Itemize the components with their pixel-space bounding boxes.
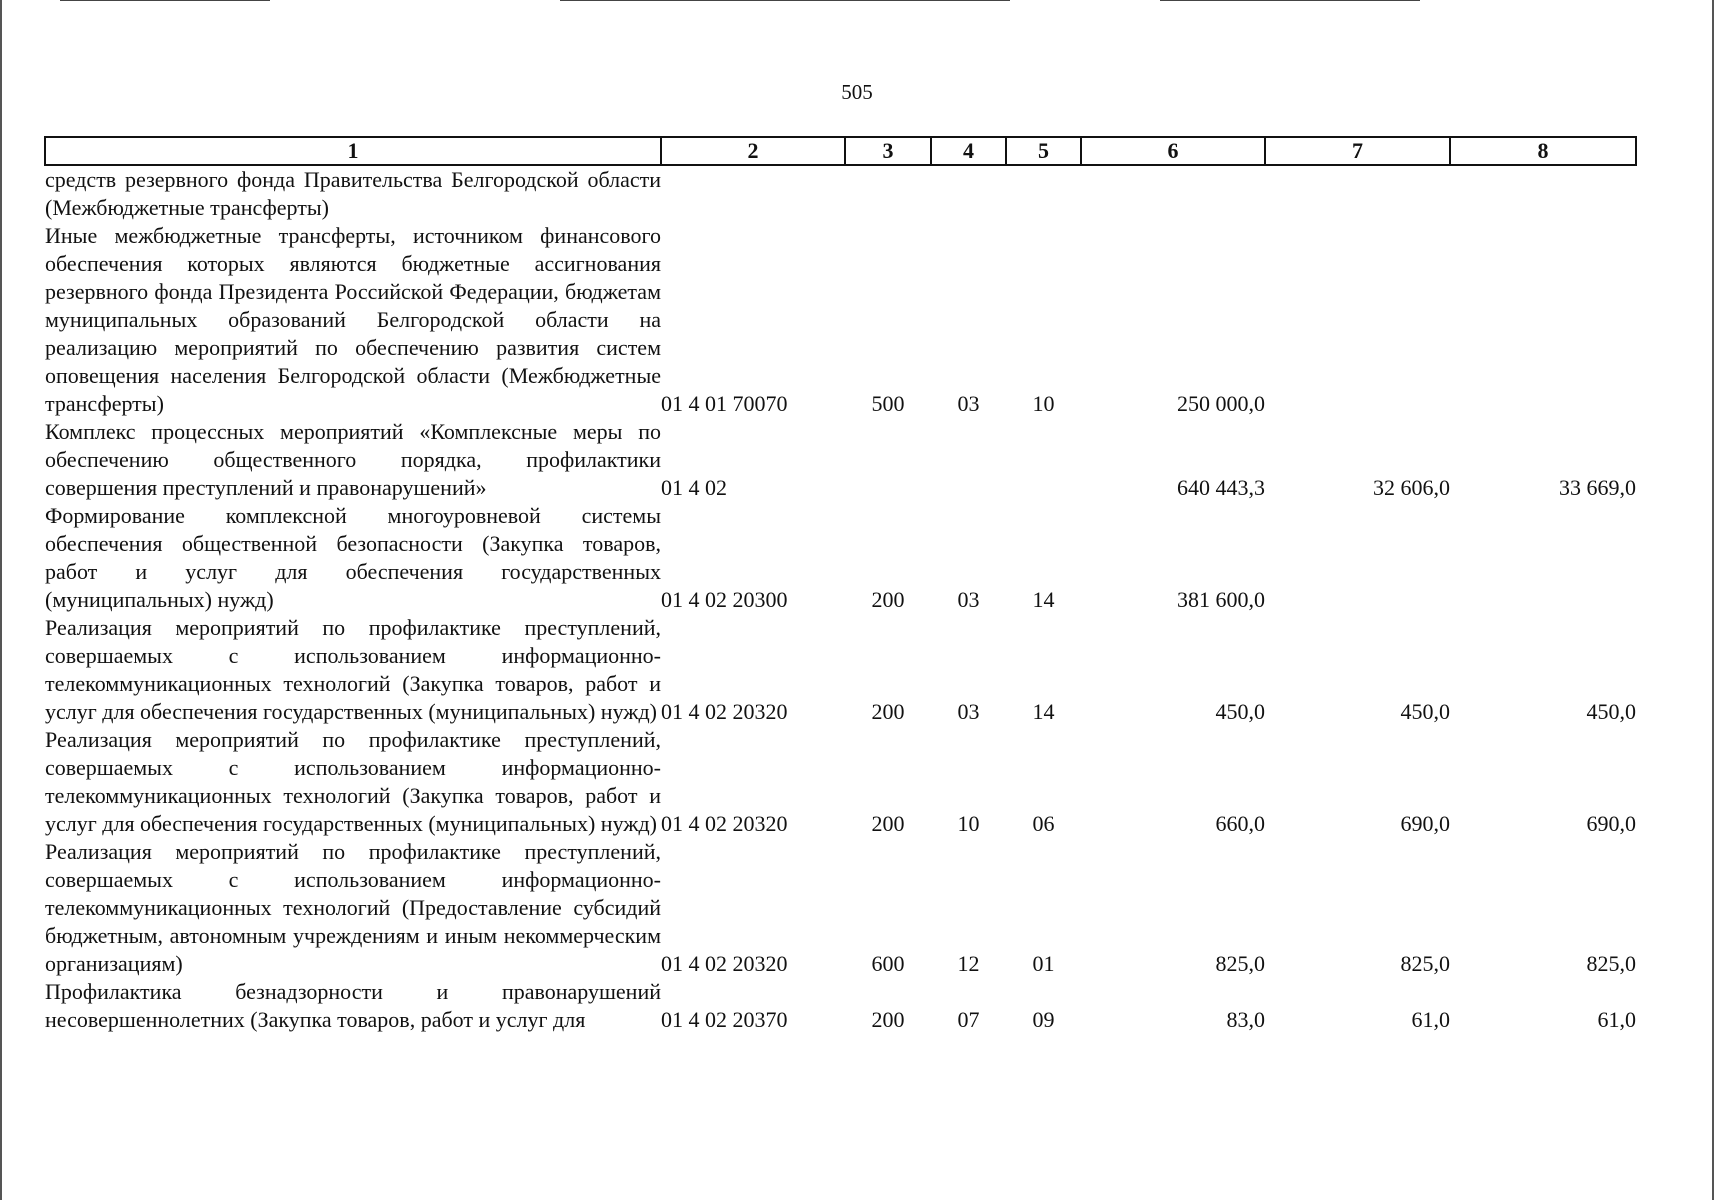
row-amount-col6: 825,0 (1215, 951, 1265, 976)
row-expense-type: 200 (871, 699, 905, 724)
header-col-3: 3 (845, 137, 931, 165)
row-amount-col7: 450,0 (1400, 699, 1450, 724)
row-subsection: 14 (1032, 699, 1055, 724)
header-col-8: 8 (1450, 137, 1636, 165)
row-amount-col8: 33 669,0 (1559, 475, 1636, 500)
row-code: 01 4 02 (661, 475, 727, 500)
row-amount-col8: 825,0 (1586, 951, 1636, 976)
row-expense-type: 200 (871, 587, 905, 612)
row-amount-col6: 250 000,0 (1177, 391, 1265, 416)
row-expense-type: 200 (871, 1007, 905, 1032)
scan-edge-line (1160, 0, 1420, 1)
scan-edge-line (560, 0, 1010, 1)
header-col-5: 5 (1006, 137, 1081, 165)
table-row (45, 502, 1636, 614)
row-expense-type (845, 418, 931, 502)
table-row (45, 418, 1636, 502)
table-row (45, 978, 1636, 1034)
row-section: 07 (957, 1007, 980, 1032)
row-expense-type: 200 (871, 811, 905, 836)
row-code: 01 4 02 20320 (661, 811, 788, 836)
row-amount-col7 (1265, 222, 1450, 418)
row-subsection (1006, 165, 1081, 222)
row-section (931, 418, 1006, 502)
header-col-7: 7 (1265, 137, 1450, 165)
row-section: 12 (957, 951, 980, 976)
header-col-1: 1 (45, 137, 661, 165)
row-section: 10 (957, 811, 980, 836)
budget-table (44, 136, 1637, 1034)
row-description: средств резервного фонда Правительства Белгородской области (Межбюджетные трансферты) (45, 167, 661, 220)
row-amount-col7 (1265, 502, 1450, 614)
row-expense-type: 500 (871, 391, 905, 416)
row-subsection: 10 (1032, 391, 1055, 416)
table-row (45, 726, 1636, 838)
row-amount-col6: 640 443,3 (1177, 475, 1265, 500)
row-section: 03 (957, 587, 980, 612)
row-amount-col6: 450,0 (1215, 699, 1265, 724)
row-description: Формирование комплексной многоуровневой системы обеспечения общественной безопасности (Закупка товаров, работ и услуг для обеспечения государственных (муниципальных) нужд) (45, 503, 661, 612)
row-subsection: 06 (1032, 811, 1055, 836)
row-amount-col8: 61,0 (1597, 1007, 1636, 1032)
row-subsection: 14 (1032, 587, 1055, 612)
scan-left-edge (0, 0, 2, 1200)
row-code (661, 165, 845, 222)
row-subsection: 01 (1032, 951, 1055, 976)
row-code: 01 4 02 20300 (661, 587, 788, 612)
row-section (931, 165, 1006, 222)
row-amount-col6: 660,0 (1215, 811, 1265, 836)
row-description: Профилактика безнадзорности и правонарушений несовершеннолетних (Закупка товаров, работ и услуг для (45, 979, 661, 1032)
row-description: Комплекс процессных мероприятий «Комплексные меры по обеспечению общественного порядка, профилактики совершения преступлений и правонарушений» (45, 419, 661, 500)
row-description: Реализация мероприятий по профилактике преступлений, совершаемых с использованием информационно-телекоммуникационных технологий (Закупка товаров, работ и услуг для обеспечения государственных (муниципальных) нужд) (45, 727, 661, 836)
row-expense-type: 600 (871, 951, 905, 976)
row-description: Иные межбюджетные трансферты, источником финансового обеспечения которых являются бюджетные ассигнования резервного фонда Президента Российской Федерации, бюджетам муниципальных образований Белгородской области на реализацию мероприятий по обеспечению развития систем оповещения населения Белгородской области (Межбюджетные трансферты) (45, 223, 661, 416)
row-amount-col8 (1450, 222, 1636, 418)
row-code: 01 4 02 20320 (661, 699, 788, 724)
row-code: 01 4 02 20370 (661, 1007, 788, 1032)
row-amount-col7: 690,0 (1400, 811, 1450, 836)
row-section: 03 (957, 391, 980, 416)
row-subsection: 09 (1032, 1007, 1055, 1032)
row-amount-col8: 690,0 (1586, 811, 1636, 836)
row-amount-col6: 83,0 (1226, 1007, 1265, 1032)
row-section: 03 (957, 699, 980, 724)
row-expense-type (845, 165, 931, 222)
row-amount-col6 (1081, 165, 1265, 222)
page-number: 505 (841, 80, 873, 104)
scan-edge-line (60, 0, 270, 1)
header-row (45, 137, 1636, 165)
row-amount-col7: 32 606,0 (1373, 475, 1450, 500)
row-description: Реализация мероприятий по профилактике преступлений, совершаемых с использованием информационно-телекоммуникационных технологий (Закупка товаров, работ и услуг для обеспечения государственных (муниципальных) нужд) (45, 615, 661, 724)
table-row (45, 165, 1636, 222)
row-amount-col8: 450,0 (1586, 699, 1636, 724)
table-row (45, 614, 1636, 726)
row-amount-col6: 381 600,0 (1177, 587, 1265, 612)
header-col-2: 2 (661, 137, 845, 165)
row-subsection (1006, 418, 1081, 502)
row-amount-col7: 825,0 (1400, 951, 1450, 976)
header-col-6: 6 (1081, 137, 1265, 165)
table-row (45, 222, 1636, 418)
row-amount-col7: 61,0 (1411, 1007, 1450, 1032)
row-amount-col8 (1450, 165, 1636, 222)
table-row (45, 838, 1636, 978)
row-amount-col7 (1265, 165, 1450, 222)
header-col-4: 4 (931, 137, 1006, 165)
row-description: Реализация мероприятий по профилактике преступлений, совершаемых с использованием информационно-телекоммуникационных технологий (Предоставление субсидий бюджетным, автономным учреждениям и иным некоммерческим организациям) (45, 839, 661, 976)
row-amount-col8 (1450, 502, 1636, 614)
row-code: 01 4 02 20320 (661, 951, 788, 976)
row-code: 01 4 01 70070 (661, 391, 788, 416)
